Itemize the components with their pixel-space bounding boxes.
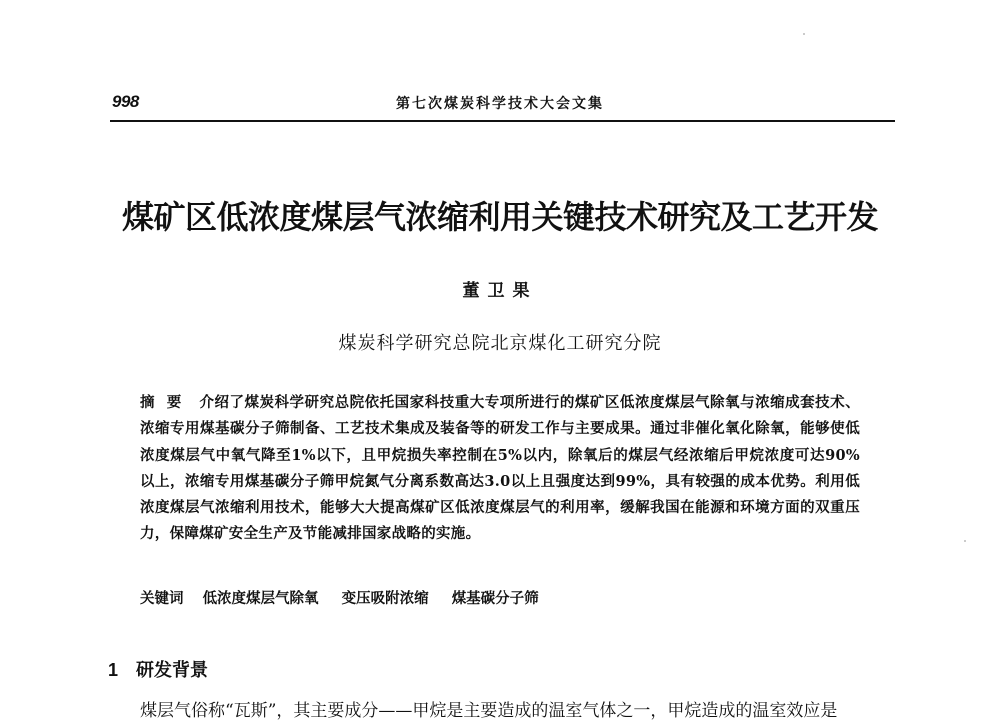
author-name: 董卫果	[462, 281, 538, 301]
keywords	[140, 586, 860, 612]
scan-speck	[964, 540, 966, 542]
page-number: 998	[112, 92, 139, 111]
keyword: 变压吸附浓缩	[341, 590, 429, 607]
keyword: 低浓度煤层气除氧	[202, 590, 319, 607]
scan-speck	[803, 33, 805, 35]
header-rule	[110, 120, 895, 122]
abstract-text: 介绍了煤炭科学研究总院依托国家科技重大专项所进行的煤矿区低浓度煤层气除氧与浓缩成套技术、浓缩专用煤基碳分子筛制备、工艺技术集成及装备等的研发工作与主要成果。通过非催化氧化除氧，能够使低浓度煤层气中氧气降至1%以下，且甲烷损失率控制在5%以内，除氧后的煤层气经浓缩后甲烷浓度可达90%以上，浓缩专用煤基碳分子筛甲烷氮气分离系数高达3.0以上且强度达到99%，具有较强的成本优势。利用低浓度煤层气浓缩利用技术，能够大大提高煤矿区低浓度煤层气的利用率，缓解我国在能源和环境方面的双重压力，保障煤矿安全生产及节能减排国家战略的实施。	[140, 394, 860, 543]
abstract-label: 摘要	[140, 394, 194, 411]
section-number: 1	[108, 660, 119, 680]
abstract	[140, 390, 860, 548]
section-title: 研发背景	[136, 660, 209, 680]
keywords-label: 关键词	[140, 590, 184, 607]
keyword: 煤基碳分子筛	[451, 590, 539, 607]
author-affiliation: 煤炭科学研究总院北京煤化工研究分院	[338, 333, 662, 354]
article-title: 煤矿区低浓度煤层气浓缩利用关键技术研究及工艺开发	[121, 198, 878, 236]
section-heading	[108, 656, 208, 682]
running-header: 第七次煤炭科学技术大会文集	[396, 96, 604, 112]
body-paragraph: 煤层气俗称“瓦斯”，其主要成分——甲烷是主要造成的温室气体之一，甲烷造成的温室效应是	[140, 701, 838, 721]
